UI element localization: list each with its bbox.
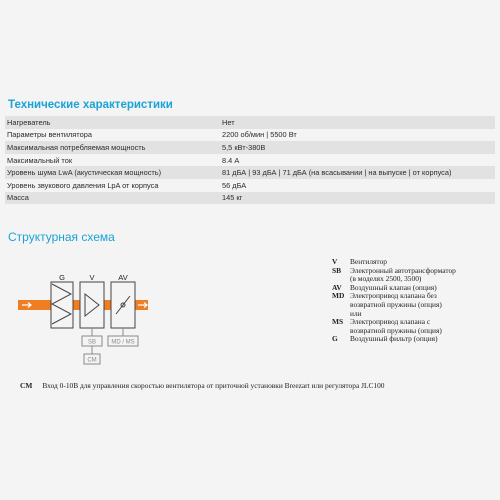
label-md-ms: MD / MS <box>111 339 135 346</box>
legend-text: Воздушный клапан (опция) <box>350 282 437 292</box>
specs-title: Технические характеристики <box>8 99 173 111</box>
legend-text: Вентилятор <box>350 257 387 266</box>
spec-label: Максимальная потребляемая мощность <box>5 141 220 154</box>
spec-label: Масса <box>5 192 220 205</box>
spec-row <box>5 179 495 192</box>
spec-row <box>5 129 495 142</box>
fan-box <box>80 282 104 328</box>
label-cm: CM <box>87 357 97 364</box>
cm-note <box>20 381 385 390</box>
spec-label: Параметры вентилятора <box>5 129 220 142</box>
spec-label: Нагреватель <box>5 116 220 129</box>
legend-text: Электронный автотрансформатор <box>350 265 456 275</box>
legend-text: возвратной пружины (опция) <box>350 325 442 335</box>
label-v: V <box>89 273 95 282</box>
spec-label: Максимальный ток <box>5 154 220 167</box>
legend-code: MS <box>332 317 344 327</box>
legend-code <box>332 301 350 310</box>
label-av: AV <box>118 273 128 282</box>
spec-value: 5,5 кВт-380В <box>220 141 495 154</box>
cm-note-text: Вход 0-10В для управления скоростью вентилятора от приточной установки Breezart или регулятора JLC100 <box>42 381 385 390</box>
legend-text: или <box>350 308 362 318</box>
specs-table <box>5 116 495 204</box>
airflow-duct-segment <box>73 300 80 310</box>
legend-code: G <box>332 334 338 344</box>
spec-value: 56 дБА <box>220 179 495 192</box>
spec-value: Нет <box>220 116 495 129</box>
legend-code: AV <box>332 282 342 292</box>
spec-row <box>5 116 495 129</box>
structure-diagram <box>18 272 168 368</box>
label-sb: SB <box>87 339 97 346</box>
legend-text: (в моделях 2500, 3500) <box>350 274 422 284</box>
structure-legend <box>332 258 500 344</box>
spec-row <box>5 141 495 154</box>
spec-label: Уровень звукового давления LpA от корпуса <box>5 179 220 192</box>
spec-value: 8.4 А <box>220 154 495 167</box>
structure-title: Структурная схема <box>8 230 115 244</box>
legend-code: SB <box>332 265 342 275</box>
cm-note-code: CM <box>20 381 33 390</box>
legend-item <box>332 335 500 344</box>
label-g: G <box>59 273 65 282</box>
spec-label: Уровень шума LwA (акустическая мощность) <box>5 166 220 179</box>
legend-text: Электропривод клапана с <box>350 317 431 327</box>
airflow-duct-segment <box>104 300 111 310</box>
legend-text: Электропривод клапана без <box>350 291 437 301</box>
spec-value: 145 кг <box>220 192 495 205</box>
spec-value: 81 дБА | 93 дБА | 71 дБА (на всасывании | на выпуске | от корпуса) <box>220 166 495 179</box>
legend-code: MD <box>332 291 345 301</box>
spec-row <box>5 192 495 205</box>
spec-value: 2200 об/мин | 5500 Вт <box>220 129 495 142</box>
legend-code: V <box>332 257 338 266</box>
spec-row <box>5 166 495 179</box>
spec-row <box>5 154 495 167</box>
legend-text: Воздушный фильтр (опция) <box>350 334 438 344</box>
legend-text: возвратной пружины (опция) <box>350 299 442 309</box>
